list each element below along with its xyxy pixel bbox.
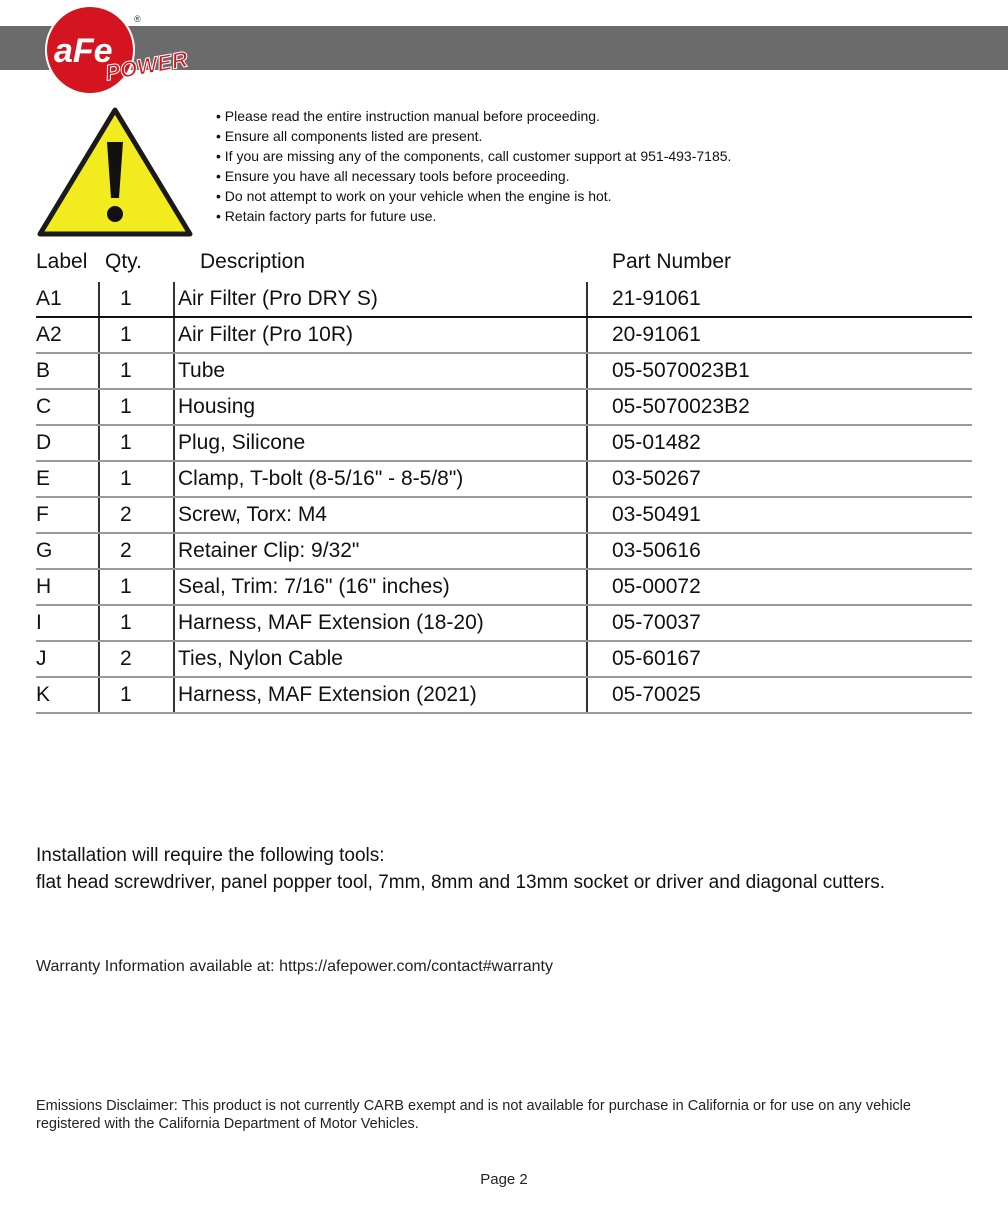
table-row (36, 282, 972, 318)
cell-qty: 1 (120, 359, 132, 382)
tools-heading: Installation will require the following tools: (36, 845, 385, 866)
column-header-qty: Qty. (105, 250, 142, 273)
tools-list: flat head screwdriver, panel popper tool, 7mm, 8mm and 13mm socket or driver and diagonal cutters. (36, 872, 886, 893)
safety-bullet: • Please read the entire instruction manual before proceeding. (216, 106, 731, 126)
cell-qty: 1 (120, 287, 132, 310)
cell-description: Seal, Trim: 7/16" (16" inches) (178, 575, 450, 598)
table-row (36, 354, 972, 390)
cell-label: J (36, 647, 47, 670)
table-row (36, 498, 972, 534)
cell-part-number: 03-50267 (612, 467, 701, 490)
column-header-label: Label (36, 250, 88, 273)
safety-bullet: • Retain factory parts for future use. (216, 206, 731, 226)
parts-table (36, 282, 972, 714)
parts-table-header (36, 250, 972, 278)
cell-part-number: 05-5070023B1 (612, 359, 750, 382)
cell-qty: 1 (120, 323, 132, 346)
cell-qty: 1 (120, 467, 132, 490)
warning-triangle-icon (36, 104, 194, 240)
safety-instructions (216, 106, 731, 226)
cell-qty: 2 (120, 647, 132, 670)
table-row (36, 426, 972, 462)
cell-label: D (36, 431, 52, 454)
safety-bullet: • Do not attempt to work on your vehicle when the engine is hot. (216, 186, 731, 206)
cell-part-number: 05-5070023B2 (612, 395, 750, 418)
cell-description: Plug, Silicone (178, 431, 306, 454)
cell-label: C (36, 395, 52, 418)
registered-mark: ® (134, 14, 141, 24)
cell-description: Housing (178, 395, 256, 418)
cell-description: Harness, MAF Extension (18-20) (178, 611, 484, 634)
cell-label: A1 (36, 287, 62, 310)
cell-qty: 2 (120, 503, 132, 526)
cell-part-number: 05-60167 (612, 647, 701, 670)
safety-bullet: • Ensure all components listed are present. (216, 126, 731, 146)
safety-bullet: • If you are missing any of the components, call customer support at 951-493-7185. (216, 146, 731, 166)
table-row (36, 534, 972, 570)
cell-qty: 1 (120, 611, 132, 634)
cell-description: Tube (178, 359, 226, 382)
cell-part-number: 03-50616 (612, 539, 701, 562)
table-row (36, 678, 972, 714)
cell-label: E (36, 467, 51, 490)
cell-part-number: 05-70037 (612, 611, 701, 634)
warranty-info: Warranty Information available at: https://afepower.com/contact#warranty (36, 958, 553, 975)
cell-label: G (36, 539, 53, 562)
afe-power-logo (44, 2, 194, 98)
emissions-disclaimer: Emissions Disclaimer: This product is not currently CARB exempt and is not available for purchase in California or for use on any vehicle registered with the California Department of Motor Vehicles. (36, 1098, 911, 1132)
cell-description: Air Filter (Pro DRY S) (178, 287, 378, 310)
page-number: Page 2 (480, 1171, 528, 1188)
safety-bullet: • Ensure you have all necessary tools before proceeding. (216, 166, 731, 186)
required-tools (36, 842, 885, 896)
logo-subtext: POWER (103, 46, 190, 86)
cell-part-number: 05-01482 (612, 431, 701, 454)
cell-qty: 1 (120, 431, 132, 454)
cell-part-number: 20-91061 (612, 323, 701, 346)
cell-part-number: 21-91061 (612, 287, 701, 310)
logo-text: aFe (54, 32, 113, 70)
cell-description: Screw, Torx: M4 (178, 503, 327, 526)
cell-part-number: 03-50491 (612, 503, 701, 526)
table-row (36, 318, 972, 354)
cell-qty: 2 (120, 539, 132, 562)
cell-label: B (36, 359, 51, 382)
cell-description: Harness, MAF Extension (2021) (178, 683, 477, 706)
table-row (36, 390, 972, 426)
cell-description: Ties, Nylon Cable (178, 647, 343, 670)
cell-label: A2 (36, 323, 62, 346)
cell-part-number: 05-00072 (612, 575, 701, 598)
cell-description: Retainer Clip: 9/32" (178, 539, 360, 562)
cell-label: K (36, 683, 51, 706)
cell-description: Clamp, T-bolt (8-5/16" - 8-5/8") (178, 467, 464, 490)
table-row (36, 642, 972, 678)
cell-label: I (36, 611, 42, 634)
column-header-description: Description (200, 250, 306, 273)
cell-qty: 1 (120, 683, 132, 706)
cell-description: Air Filter (Pro 10R) (178, 323, 354, 346)
table-row (36, 570, 972, 606)
cell-qty: 1 (120, 395, 132, 418)
cell-label: H (36, 575, 52, 598)
cell-qty: 1 (120, 575, 132, 598)
cell-label: F (36, 503, 49, 526)
table-row (36, 606, 972, 642)
table-row (36, 462, 972, 498)
column-header-part-number: Part Number (612, 250, 732, 273)
cell-part-number: 05-70025 (612, 683, 701, 706)
